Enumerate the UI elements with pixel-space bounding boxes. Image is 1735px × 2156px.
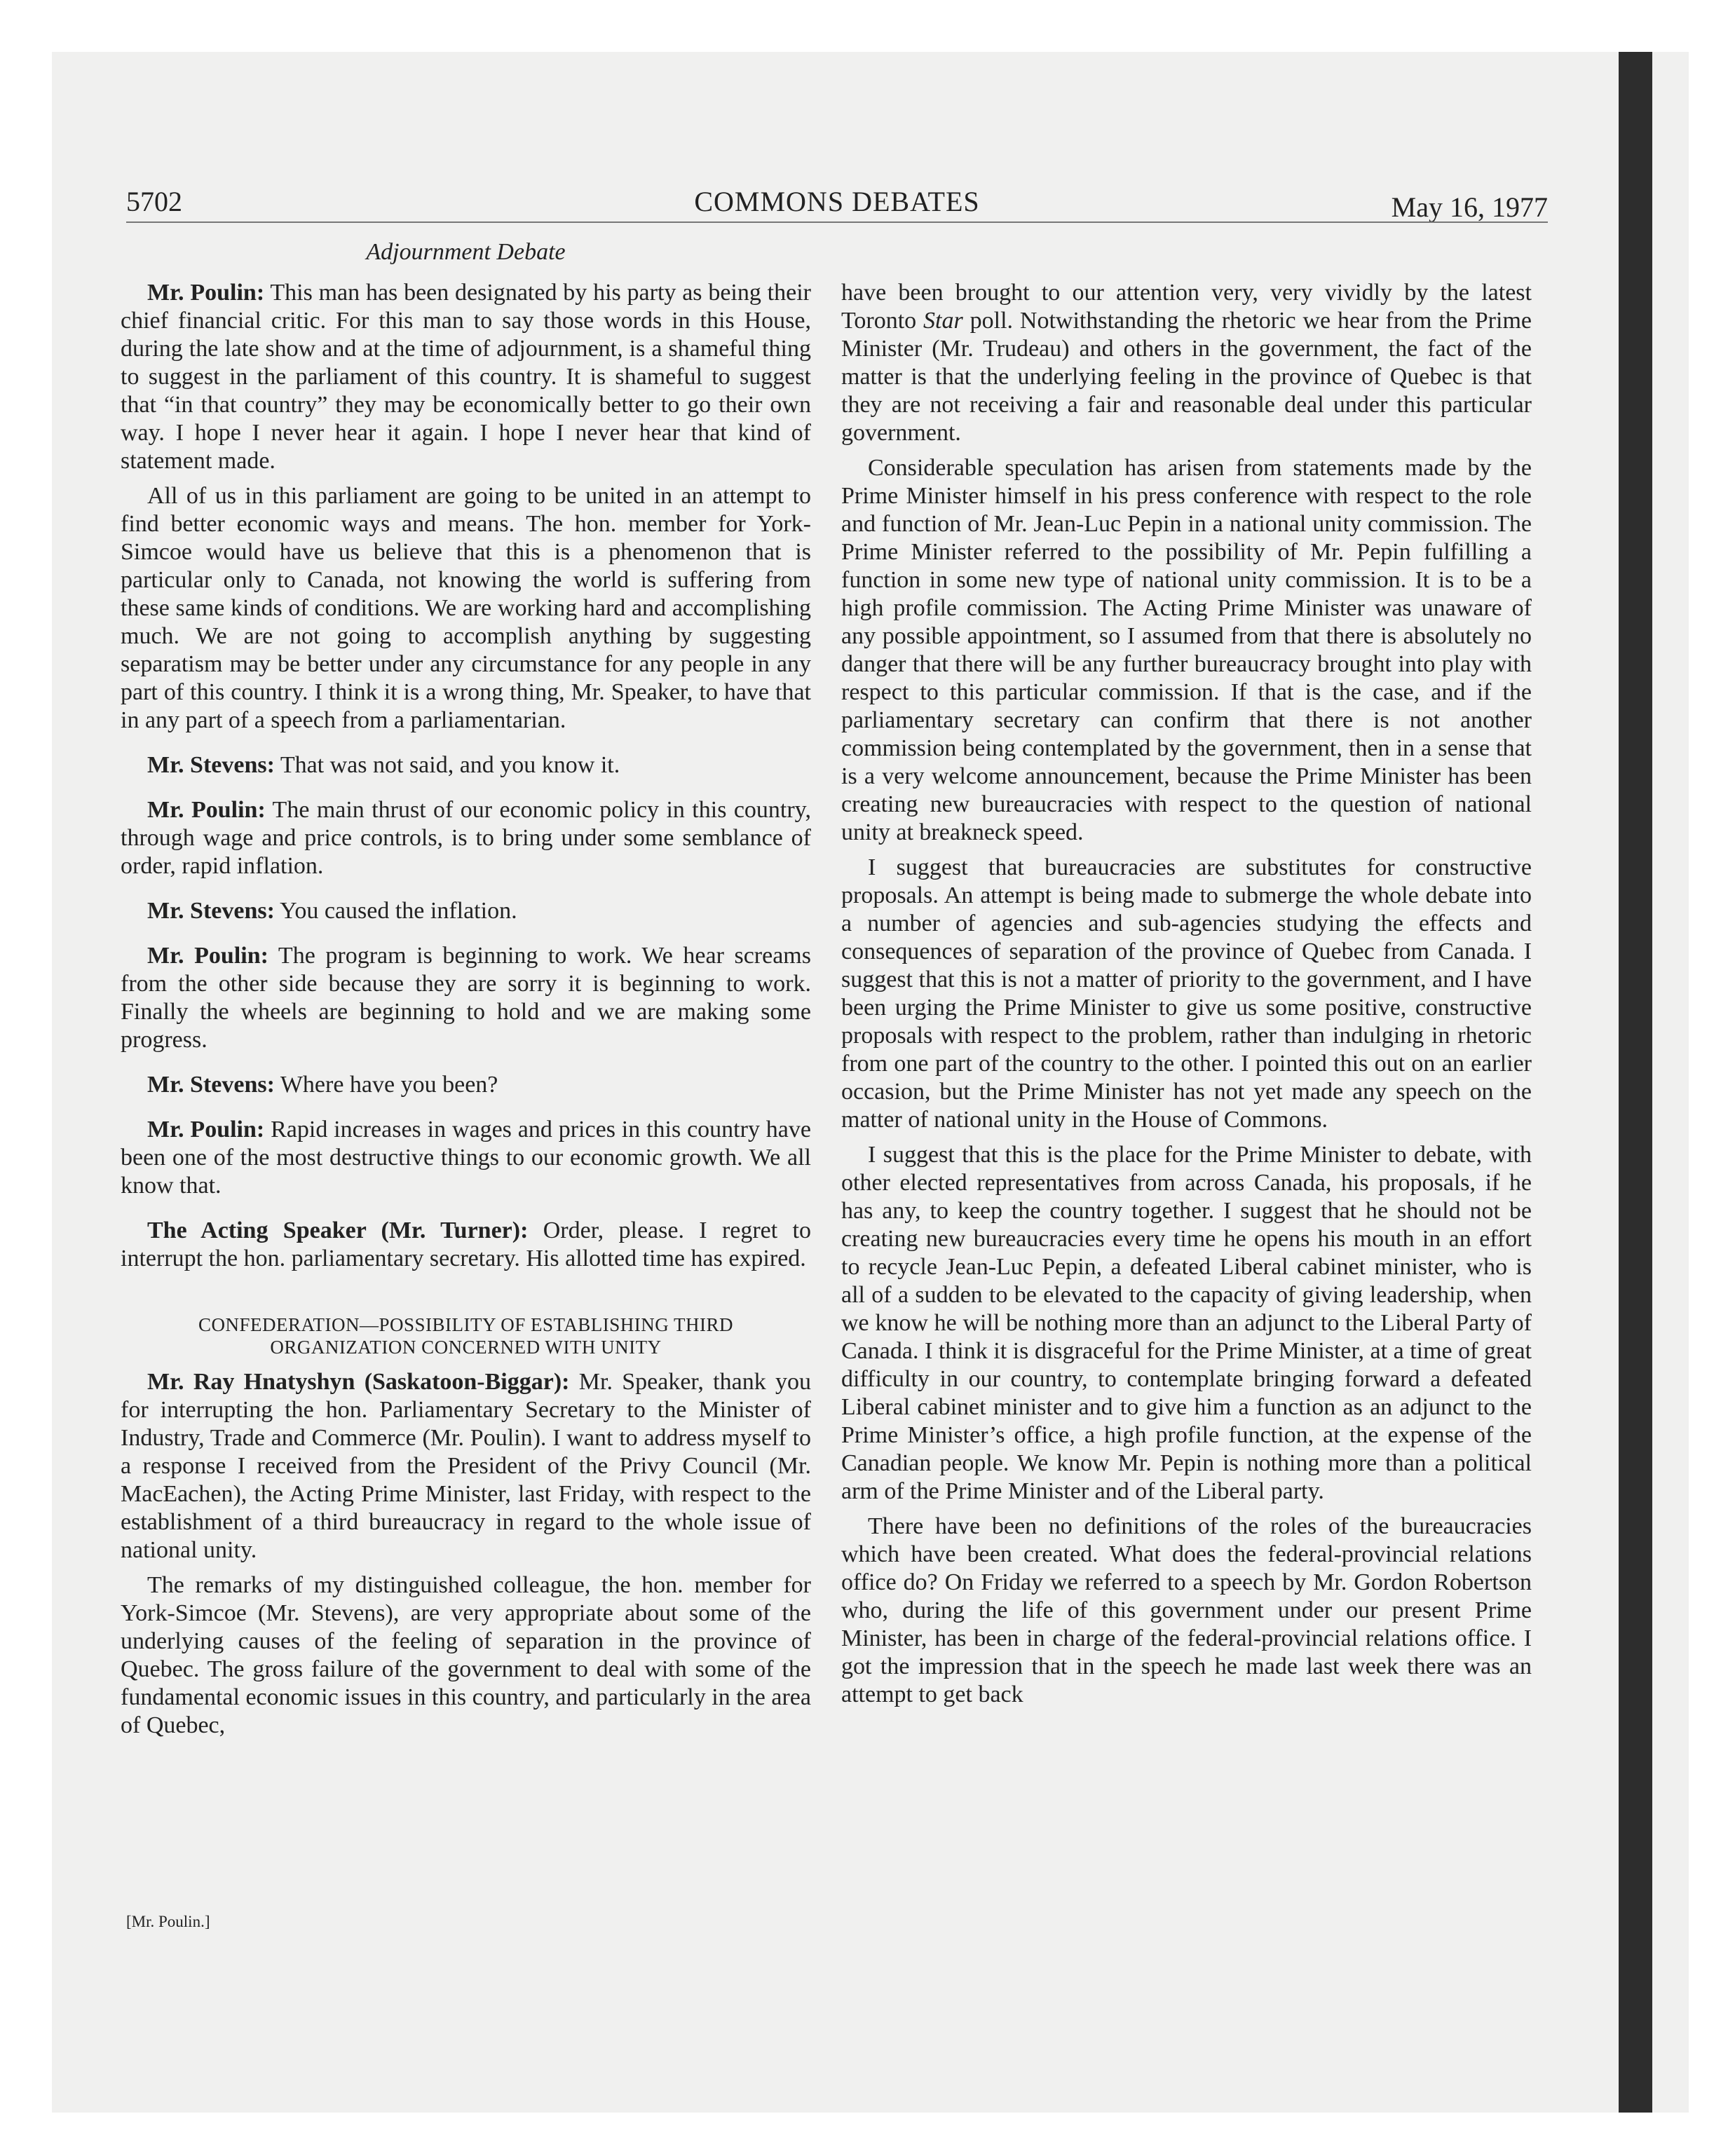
page-date: May 16, 1977 xyxy=(1391,191,1548,223)
page-header xyxy=(126,184,1548,223)
page-number: 5702 xyxy=(126,186,182,217)
speech-text: Considerable speculation has arisen from statements made by the Prime Minister himself in his press conference with respect to the role and function of Mr. Jean-Luc Pepin in a national unity commission. The Prime Minister referred to the possibility of Mr. Pepin fulfilling a function in some new type of national unity commission. It is to be a high profile commission. The Acting Prime Minister was unaware of any possible appointment, so I assumed from that there is absolutely no danger that there will be any further bureaucracy brought into play with respect to this particular commission. If that is the case, and if the parliamentary secretary can confirm that there is not another commission being contemplated by the government, then in a sense that is a very welcome announcement, because the Prime Minister has been creating new bureaucracies with respect to the question of national unity at breakneck speed. xyxy=(841,455,1532,845)
speaker-name: Mr. Poulin: xyxy=(147,943,268,969)
section-subheading: Adjournment Debate xyxy=(366,239,566,265)
paragraph xyxy=(121,942,811,1054)
publication-title: COMMONS DEBATES xyxy=(694,186,980,217)
speaker-reference: [Mr. Poulin.] xyxy=(126,1913,210,1930)
paragraph xyxy=(121,1116,811,1200)
speech-text: The main thrust of our economic policy in this country, through wage and price controls, is to bring under some semblance of order, rapid inflation. xyxy=(121,797,811,879)
speech-text: I suggest that bureaucracies are substitutes for constructive proposals. An attempt is being made to submerge the whole debate into a number of agencies and sub-agencies studying the effects and consequences of separation of the province of Quebec from Canada. I suggest that this is not a matter of priority to the government, and I have been urging the Prime Minister to give us some positive, constructive proposals with respect to the problem, rather than indulging in rhetoric from one part of the country to the other. I pointed this out on an earlier occasion, but the Prime Minister has not yet made any speech on the matter of national unity in the House of Commons. xyxy=(841,854,1532,1133)
paragraph xyxy=(121,279,811,475)
newspaper-name: Star xyxy=(923,308,963,334)
speaker-name: Mr. Poulin: xyxy=(147,280,265,306)
speech-text: Order, please. I regret to interrupt the hon. parliamentary secretary. His allotted time has expired. xyxy=(121,1217,811,1271)
heading-line: ORGANIZATION CONCERNED WITH UNITY xyxy=(270,1337,662,1358)
paragraph xyxy=(121,1368,811,1564)
header-rule xyxy=(126,221,1548,223)
scan-edge-shadow xyxy=(1619,52,1652,2113)
speech-text: All of us in this parliament are going to be united in an attempt to find better economic ways and means. The hon. member for York-Simcoe would have us believe that this is a phenomenon that is particular only to Canada, not knowing the world is suffering from these same kinds of conditions. We are working hard and accomplishing much. We are not going to accomplish anything by suggesting separatism may be better under any circumstance for any people in any part of this country. I think it is a wrong thing, Mr. Speaker, to have that in any part of a speech from a parliamentarian. xyxy=(121,483,811,733)
paragraph xyxy=(121,1571,811,1740)
speech-text: You caused the inflation. xyxy=(274,898,517,924)
speech-text: This man has been designated by his party as being their chief financial critic. For this man to say those words in this House, during the late show and at the time of adjournment, is a shameful thing to suggest in the parliament of this country. It is shameful to suggest that “in that country” they may be economically better to go their own way. I hope I never hear it again. I hope I never hear that kind of statement made. xyxy=(121,280,811,474)
paragraph xyxy=(841,854,1532,1134)
speaker-name: Mr. Ray Hnatyshyn (Saskatoon-Biggar): xyxy=(147,1369,570,1395)
speaker-name: Mr. Stevens: xyxy=(147,752,275,778)
paragraph xyxy=(841,1141,1532,1506)
right-column xyxy=(841,279,1532,1716)
speech-text: The remarks of my distinguished colleague, the hon. member for York-Simcoe (Mr. Stevens), are very appropriate about some of the underlying causes of the feeling of separation in the province of Quebec. The gross failure of the government to deal with some of the fundamental economic issues in this country, and particularly in the area of Quebec, xyxy=(121,1572,811,1738)
speech-text: poll. Notwithstanding the rhetoric we hear from the Prime Minister (Mr. Trudeau) and others in the government, the fact of the matter is that the underlying feeling in the province of Quebec is that they are not receiving a fair and reasonable deal under this particular government. xyxy=(841,308,1532,446)
speech-text: I suggest that this is the place for the Prime Minister to debate, with other elected representatives from across Canada, his proposals, if he has any, to keep the country together. I suggest that he should not be creating new bureaucracies every time he opens his mouth in an effort to recycle Jean-Luc Pepin, a defeated Liberal cabinet minister, who is all of a sudden to be elevated to the capacity of giving leadership, when we know he will be nothing more than an adjunct to the Liberal Party of Canada. I think it is disgraceful for the Prime Minister, at a time of great difficulty in our country, to contemplate bringing forward a defeated Liberal cabinet minister and to give him a function as an adjunct to the Prime Minister’s office, a high profile function, at the expense of the Canadian people. We know Mr. Pepin is nothing more than a political arm of the Prime Minister and of the Liberal party. xyxy=(841,1142,1532,1504)
paragraph xyxy=(841,454,1532,847)
paragraph xyxy=(841,1513,1532,1709)
speech-text: There have been no definitions of the roles of the bureaucracies which have been created. What does the federal-provincial relations office do? On Friday we referred to a speech by Mr. Gordon Robertson who, during the life of this government under our present Prime Minister, has been in charge of the federal-provincial relations office. I got the impression that in the speech he made last week there was an attempt to get back xyxy=(841,1513,1532,1707)
paragraph xyxy=(121,897,811,925)
paragraph xyxy=(121,1071,811,1099)
paragraph xyxy=(121,1217,811,1273)
speaker-name: Mr. Stevens: xyxy=(147,898,275,924)
paragraph xyxy=(121,796,811,880)
paragraph xyxy=(121,751,811,779)
speaker-name: Mr. Poulin: xyxy=(147,1117,265,1142)
speech-text: Mr. Speaker, thank you for interrupting the hon. Parliamentary Secretary to the Minister of Industry, Trade and Commerce (Mr. Poulin). I want to address myself to a response I received from the President of the Privy Council (Mr. MacEachen), the Acting Prime Minister, last Friday, with respect to the establishment of a third bureaucracy in regard to the whole issue of national unity. xyxy=(121,1369,811,1563)
speech-text: have been brought to our attention very, very vividly by the latest Toronto xyxy=(841,280,1532,334)
heading-line: CONFEDERATION—POSSIBILITY OF ESTABLISHING THIRD xyxy=(198,1314,734,1335)
paragraph xyxy=(841,279,1532,447)
speech-text: Where have you been? xyxy=(274,1072,498,1098)
speaker-name: The Acting Speaker (Mr. Turner): xyxy=(147,1217,529,1243)
left-column xyxy=(121,279,811,1747)
paragraph xyxy=(121,482,811,735)
debate-section-heading xyxy=(121,1314,811,1358)
speaker-name: Mr. Stevens: xyxy=(147,1072,275,1098)
speech-text: The program is beginning to work. We hear screams from the other side because they are sorry it is beginning to work. Finally the wheels are beginning to hold and we are making some progress. xyxy=(121,943,811,1053)
speech-text: Rapid increases in wages and prices in this country have been one of the most destructive things to our economic growth. We all know that. xyxy=(121,1117,811,1199)
speaker-name: Mr. Poulin: xyxy=(147,797,266,823)
speech-text: That was not said, and you know it. xyxy=(274,752,620,778)
